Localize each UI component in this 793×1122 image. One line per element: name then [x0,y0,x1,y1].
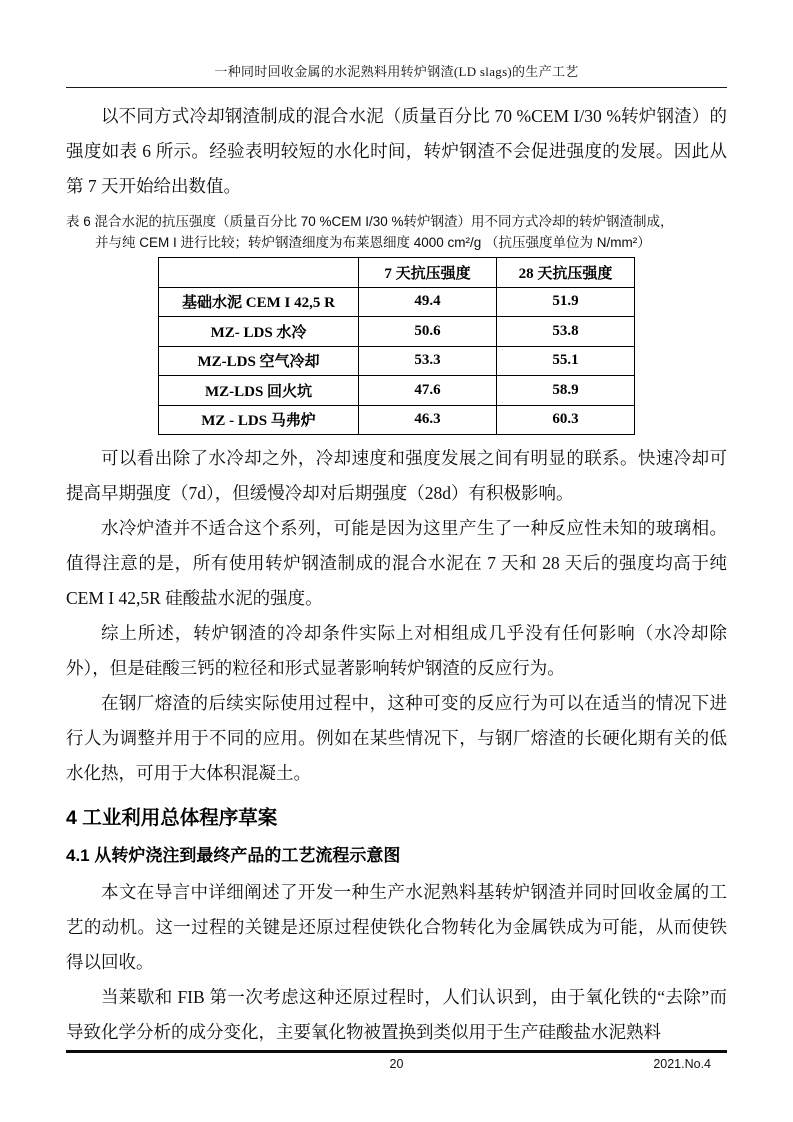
header-title: 一种同时回收金属的水泥熟料用转炉钢渣(LD slags)的生产工艺 [214,64,579,79]
body-paragraph-6: 本文在导言中详细阐述了开发一种生产水泥熟料基转炉钢渣并同时回收金属的工艺的动机。这一过程的关键是还原过程使铁化合物转化为金属铁成为可能，从而使铁得以回收。 [66,882,727,972]
table-caption-line-1: 表 6 混合水泥的抗压强度（质量百分比 70 %CEM I/30 %转炉钢渣）用不同方式冷却的转炉钢渣制成， [66,214,674,229]
issue-label: 2021.No.4 [653,1057,711,1071]
body-paragraph-3: 水冷炉渣并不适合这个系列，可能是因为这里产生了一种反应性未知的玻璃相。值得注意的是，所有使用转炉钢渣制成的混合水泥在 7 天和 28 天后的强度均高于纯 CEM I 42,5R 硅酸盐水泥的强度。 [66,518,727,608]
table-row [159,405,635,435]
value-28d: 53.8 [497,317,635,347]
value-28d: 60.3 [497,405,635,435]
page-header [66,0,727,88]
body-paragraph-4: 综上所述，转炉钢渣的冷却条件实际上对相组成几乎没有任何影响（水冷却除外），但是硅酸三钙的粒径和形式显著影响转炉钢渣的反应行为。 [66,623,727,678]
row-label: MZ - LDS 马弗炉 [159,405,359,435]
table-row [159,376,635,406]
page-number: 20 [389,1057,404,1071]
table-header-row [159,258,635,288]
body-paragraph-5: 在钢厂熔渣的后续实际使用过程中，这种可变的反应行为可以在适当的情况下进行人为调整并用于不同的应用。例如在某些情况下，与钢厂熔渣的长硬化期有关的低水化热，可用于大体积混凝土。 [66,693,727,783]
value-7d: 50.6 [359,317,497,347]
table-row [159,346,635,376]
value-7d: 46.3 [359,405,497,435]
footer-rule [66,1050,727,1053]
row-label: 基础水泥 CEM I 42,5 R [159,287,359,317]
col-header-empty [159,258,359,288]
row-label: MZ- LDS 水冷 [159,317,359,347]
row-label: MZ-LDS 空气冷却 [159,346,359,376]
value-28d: 55.1 [497,346,635,376]
strength-table [158,257,635,435]
table-caption-line-2: 并与纯 CEM I 进行比较；转炉钢渣细度为布莱恩细度 4000 cm²/g （抗压强度单位为 N/mm²） [95,235,651,250]
value-28d: 51.9 [497,287,635,317]
value-7d: 53.3 [359,346,497,376]
table-row [159,287,635,317]
value-7d: 49.4 [359,287,497,317]
section-heading-4-1: 4.1 从转炉浇注到最终产品的工艺流程示意图 [66,846,401,865]
table-caption [66,211,727,253]
body-paragraph-1: 以不同方式冷却钢渣制成的混合水泥（质量百分比 70 %CEM I/30 %转炉钢渣）的强度如表 6 所示。经验表明较短的水化时间，转炉钢渣不会促进强度的发展。因此从第 7 天开始给出数值。 [66,106,727,196]
col-header-28d: 28 天抗压强度 [497,258,635,288]
table-row [159,317,635,347]
row-label: MZ-LDS 回火坑 [159,376,359,406]
value-28d: 58.9 [497,376,635,406]
body-paragraph-7: 当莱歇和 FIB 第一次考虑这种还原过程时，人们认识到，由于氧化铁的“去除”而导致化学分析的成分变化，主要氧化物被置换到类似用于生产硅酸盐水泥熟料 [66,987,727,1042]
value-7d: 47.6 [359,376,497,406]
page-footer [66,1050,727,1075]
body-paragraph-2: 可以看出除了水冷却之外，冷却速度和强度发展之间有明显的联系。快速冷却可提高早期强度（7d），但缓慢冷却对后期强度（28d）有积极影响。 [66,448,727,503]
section-heading-4: 4 工业利用总体程序草案 [66,807,278,829]
col-header-7d: 7 天抗压强度 [359,258,497,288]
